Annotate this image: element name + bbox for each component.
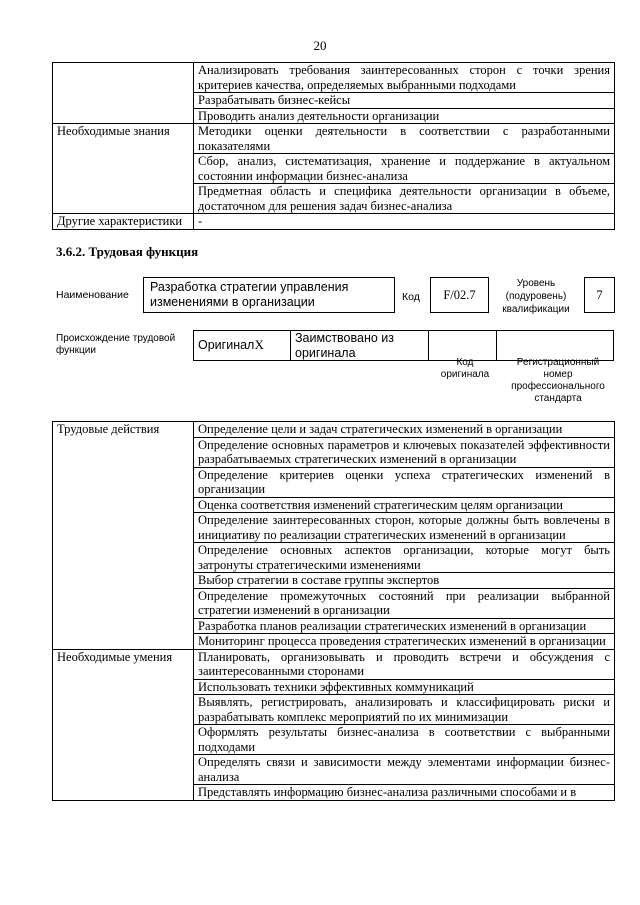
row-label: Трудовые действия bbox=[53, 422, 194, 650]
row-item: Планировать, организовывать и проводить встречи и обсуждения с заинтересованными сторонами bbox=[194, 649, 615, 679]
row-item: Определение критериев оценки успеха стратегических изменений в организации bbox=[194, 467, 615, 497]
origin-label: Происхождение трудовой функции bbox=[56, 333, 176, 356]
row-label: Необходимые знания bbox=[53, 124, 194, 214]
row-item: Выявлять, регистрировать, анализировать и классифицировать риски и разрабатывать комплекс мероприятий по их минимизации bbox=[194, 695, 615, 725]
name-box bbox=[143, 277, 395, 313]
table-row bbox=[53, 649, 615, 679]
row-item: Анализировать требования заинтересованных сторон с точки зрения критериев качества, определяемых выбранными подходами bbox=[194, 63, 615, 93]
row-label: Другие характеристики bbox=[53, 214, 194, 230]
borrowed-label: Заимствовано из оригинала bbox=[295, 331, 394, 360]
row-item: Разработка планов реализации стратегических изменений в организации bbox=[194, 618, 615, 634]
row-item: Предметная область и специфика деятельности организации в объеме, достаточном для решения задач бизнес-анализа bbox=[194, 184, 615, 214]
table-row bbox=[53, 214, 615, 230]
row-item: Методики оценки деятельности в соответствии с разработанными показателями bbox=[194, 124, 615, 154]
row-item: Определение промежуточных состояний при реализации выбранной стратегии изменений в организации bbox=[194, 588, 615, 618]
row-item: - bbox=[194, 214, 615, 230]
top-requirements-table bbox=[52, 62, 615, 230]
labor-function-table bbox=[52, 421, 615, 801]
page-number: 20 bbox=[313, 38, 327, 53]
row-item: Использовать техники эффективных коммуникаций bbox=[194, 679, 615, 695]
name-value: Разработка стратегии управления изменениями в организации bbox=[150, 280, 349, 309]
row-item: Определение основных аспектов организации, которые могут быть затронуты стратегическими изменениями bbox=[194, 543, 615, 573]
row-item: Оформлять результаты бизнес-анализа в соответствии с выбранными подходами bbox=[194, 725, 615, 755]
origin-code-cell bbox=[429, 331, 497, 361]
row-item: Оценка соответствия изменений стратегическим целям организации bbox=[194, 497, 615, 513]
row-item: Сбор, анализ, систематизация, хранение и поддержание в актуальном состоянии информации бизнес-анализа bbox=[194, 154, 615, 184]
table-row bbox=[53, 124, 615, 154]
row-item: Мониторинг процесса проведения стратегических изменений в организации bbox=[194, 634, 615, 650]
row-item: Определять связи и зависимости между элементами информации бизнес-анализа bbox=[194, 755, 615, 785]
original-mark: X bbox=[254, 337, 264, 353]
section-heading: 3.6.2. Трудовая функция bbox=[56, 244, 199, 259]
row-item: Определение цели и задач стратегических изменений в организации bbox=[194, 422, 615, 438]
row-item: Определение основных параметров и ключевых показателей эффективности разрабатываемых стратегических изменений в организации bbox=[194, 437, 615, 467]
original-label-cell bbox=[194, 331, 255, 361]
table-row bbox=[53, 63, 615, 93]
origin-code-caption: Код оригинала bbox=[440, 357, 490, 380]
original-mark-cell bbox=[251, 331, 291, 361]
borrowed-label-cell bbox=[291, 331, 429, 361]
row-item: Представлять информацию бизнес-анализа различными способами и в bbox=[194, 785, 615, 801]
original-label: Оригинал bbox=[198, 338, 255, 353]
row-item: Проводить анализ деятельности организации bbox=[194, 108, 615, 124]
row-label: Необходимые умения bbox=[53, 649, 194, 800]
row-item: Разрабатывать бизнес-кейсы bbox=[194, 93, 615, 109]
row-item: Определение заинтересованных сторон, которые должны быть вовлечены в инициативу по реализации стратегических изменений в организации bbox=[194, 513, 615, 543]
level-box bbox=[584, 277, 615, 313]
reg-number-cell bbox=[497, 331, 614, 361]
row-item: Выбор стратегии в составе группы экспертов bbox=[194, 573, 615, 589]
level-label: Уровень (подуровень) квалификации bbox=[502, 278, 570, 315]
name-label: Наименование bbox=[56, 289, 129, 301]
reg-number-caption: Регистрационный номер профессионального стандарта bbox=[511, 357, 605, 404]
code-value: F/02.7 bbox=[443, 287, 476, 302]
table-row bbox=[53, 422, 615, 438]
code-box bbox=[430, 277, 489, 313]
level-value: 7 bbox=[596, 287, 603, 302]
row-label bbox=[53, 63, 194, 124]
code-label: Код bbox=[402, 291, 420, 303]
